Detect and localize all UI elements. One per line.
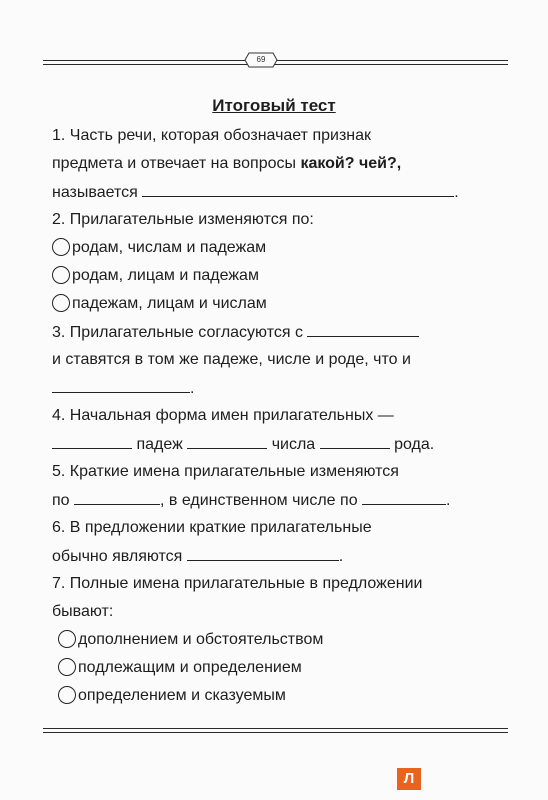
q2-option-1[interactable] [52,238,266,258]
q3-line3 [52,378,194,399]
q2-text: 2. Прилагательные изменяются по: [52,211,314,228]
q4-word-1: падеж [136,436,183,453]
q3-line1-text: 3. Прилагательные согласуются с [52,324,308,341]
q5-line2-mid: , в единственном числе по [160,492,363,509]
page-title: Итоговый тест [212,96,336,115]
q3-period: . [190,380,195,397]
q1-period: . [454,184,459,201]
q1-line3-text: называется [52,184,143,201]
page-number: 69 [256,55,266,64]
publisher-logo-letter: Л [403,770,415,787]
q7-line2: бывают: [52,603,114,620]
q1-line2-text: предмета и отвечает на вопросы [52,155,301,172]
q5-line2 [52,490,450,511]
radio-circle-icon[interactable] [52,294,70,312]
q2-option-2[interactable] [52,266,259,286]
q2-option-label: родам, числам и падежам [72,239,267,256]
q4-line2 [52,434,434,455]
q7-option-label: дополнением и обстоятельством [78,631,324,648]
publisher-logo-icon [397,768,421,790]
radio-circle-icon[interactable] [58,658,76,676]
q4-answer-blank-3[interactable] [320,434,390,449]
q3-line1 [52,322,419,343]
q7-option-label: подлежащим и определением [78,659,302,676]
radio-circle-icon[interactable] [58,630,76,648]
q7-option-3[interactable] [58,686,286,706]
radio-circle-icon[interactable] [52,238,70,256]
q1-line3 [52,182,459,203]
q5-line1: 5. Краткие имена прилагательные изменяются [52,463,399,480]
radio-circle-icon[interactable] [52,266,70,284]
q6-answer-blank[interactable] [187,546,339,561]
q1-answer-blank[interactable] [142,182,454,197]
q3-answer-blank-1[interactable] [307,322,419,337]
q7-option-2[interactable] [58,658,302,678]
q5-line2-text: по [52,492,75,509]
q4-line1: 4. Начальная форма имен прилагательных — [52,407,394,424]
q5-answer-blank-2[interactable] [362,490,446,505]
q2-option-label: падежам, лицам и числам [72,295,267,312]
q1-line2 [52,154,401,174]
q4-word-2: числа [271,436,316,453]
q3-line2: и ставятся в том же падеже, числе и роде, что и [52,351,411,368]
q4-answer-blank-2[interactable] [187,434,267,449]
q6-period: . [338,548,344,565]
q5-answer-blank-1[interactable] [74,490,160,505]
q1-line1: 1. Часть речи, которая обозначает признак [52,127,372,144]
q2-option-3[interactable] [52,294,267,314]
q1-question-words: какой? чей?, [300,155,402,172]
radio-circle-icon[interactable] [58,686,76,704]
q2-option-label: родам, лицам и падежам [72,267,259,284]
q4-answer-blank-1[interactable] [52,434,132,449]
q5-period: . [446,492,451,509]
q6-line2 [52,546,343,567]
q7-option-1[interactable] [58,630,323,650]
q7-line1: 7. Полные имена прилагательные в предложении [52,575,423,592]
q7-option-label: определением и сказуемым [78,687,286,704]
footer-rule-top [43,728,508,729]
q3-answer-blank-2[interactable] [52,378,190,393]
page-number-badge [244,52,278,68]
q4-word-3: рода. [394,436,435,453]
q6-line2-text: обычно являются [52,548,187,565]
footer-rule-bottom [43,732,508,733]
q6-line1: 6. В предложении краткие прилагательные [52,519,372,536]
